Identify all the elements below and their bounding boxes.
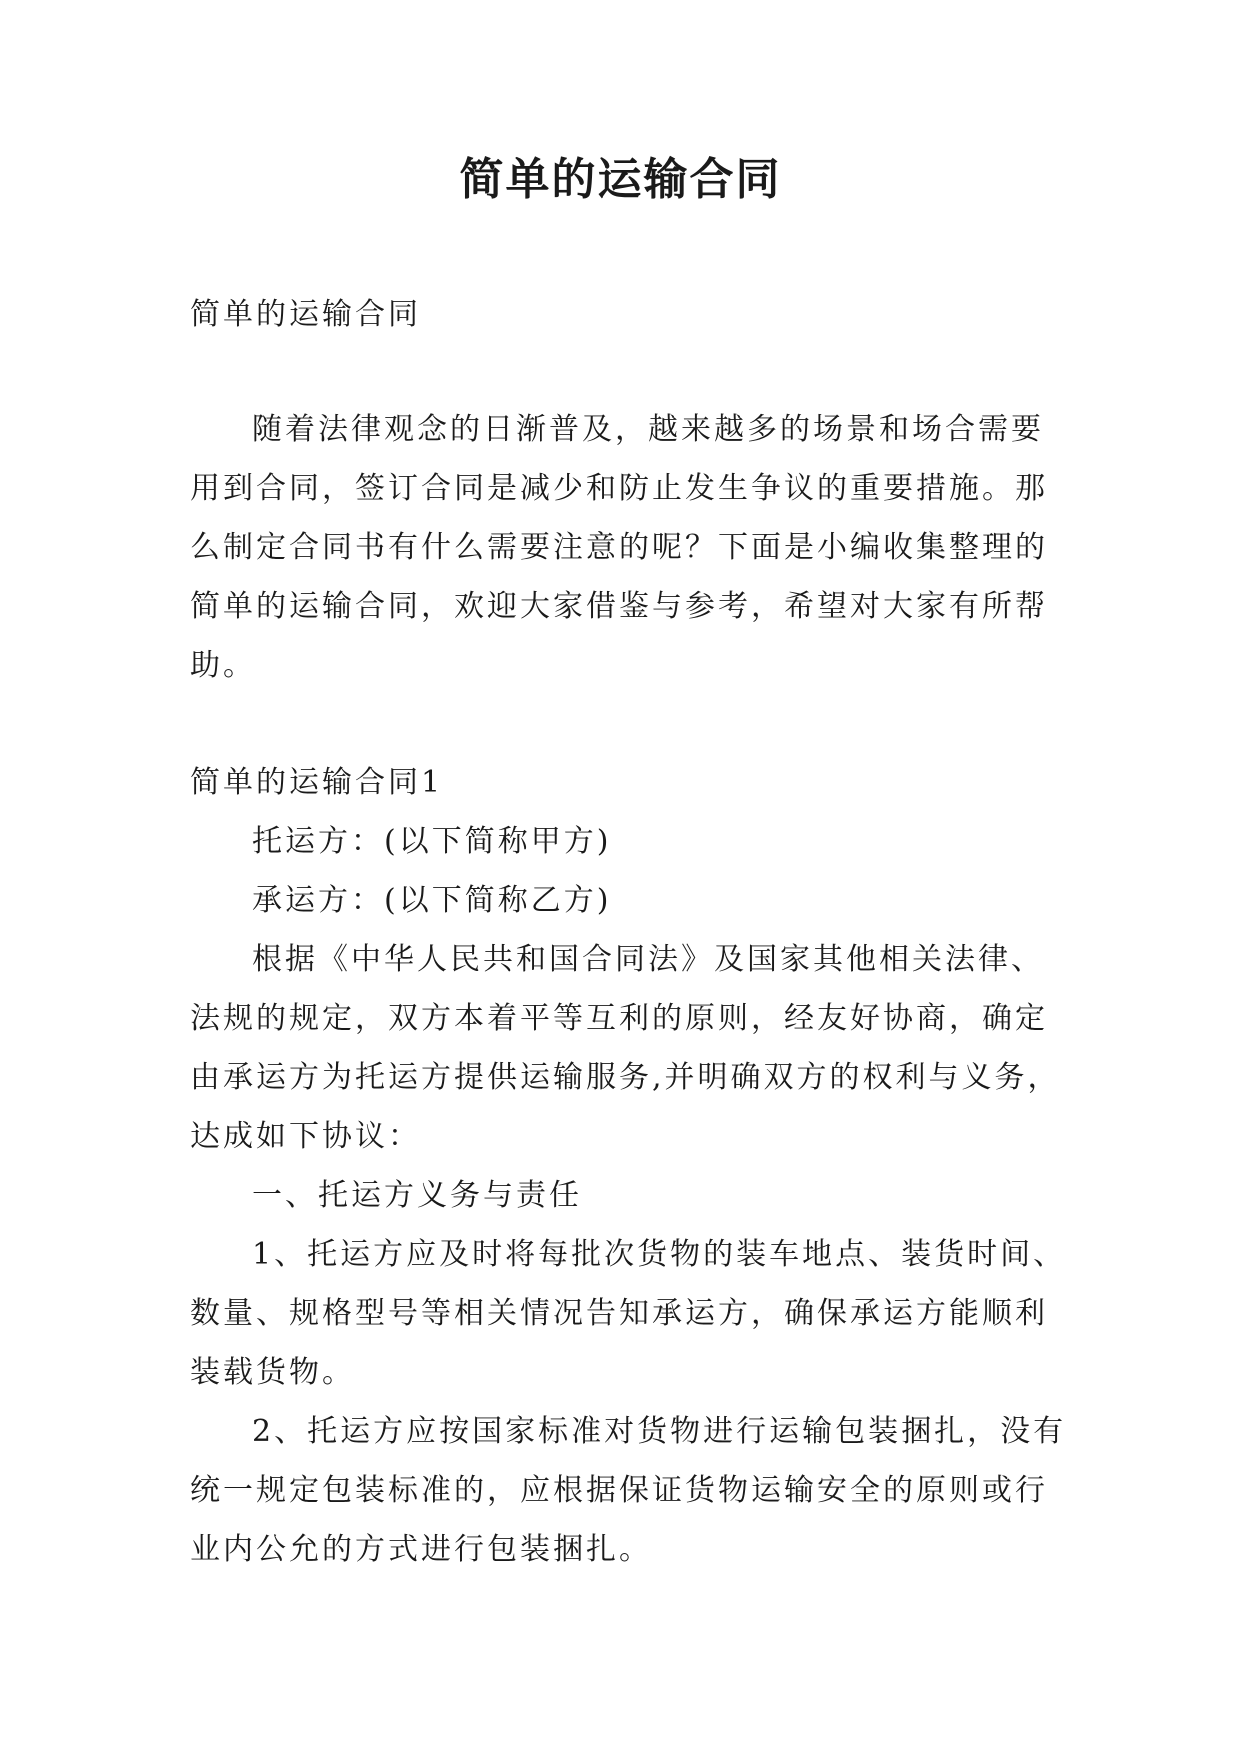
preamble-paragraph: 根据《中华人民共和国合同法》及国家其他相关法律、法规的规定，双方本着平等互利的原则，经友好协商，确定由承运方为托运方提供运输服务,并明确双方的权利与义务，达成如下协议： (190, 942, 1061, 1154)
section-heading: 简单的运输合同1 (190, 765, 444, 800)
shipper-line: 托运方：(以下简称甲方) (252, 824, 612, 859)
carrier-line: 承运方：(以下简称乙方) (252, 883, 612, 918)
document-title: 简单的运输合同 (459, 154, 782, 205)
intro-paragraph: 随着法律观念的日渐普及，越来越多的场景和场合需要用到合同，签订合同是减少和防止发生争议的重要措施。那么制定合同书有什么需要注意的呢？下面是小编收集整理的简单的运输合同，欢迎大家借鉴与参考，希望对大家有所帮助。 (190, 412, 1048, 683)
document-subtitle: 简单的运输合同 (190, 297, 421, 332)
clause-2-paragraph: 2、托运方应按国家标准对货物进行运输包装捆扎，没有统一规定包装标准的，应根据保证货物运输安全的原则或行业内公允的方式进行包装捆扎。 (190, 1414, 1067, 1567)
clause-1-paragraph: 1、托运方应及时将每批次货物的装车地点、装货时间、数量、规格型号等相关情况告知承运方，确保承运方能顺利装载货物。 (190, 1237, 1067, 1390)
document-body (190, 285, 1070, 1579)
spacer (190, 695, 1070, 753)
spacer (190, 344, 1070, 400)
article-1-heading: 一、托运方义务与责任 (252, 1178, 582, 1213)
